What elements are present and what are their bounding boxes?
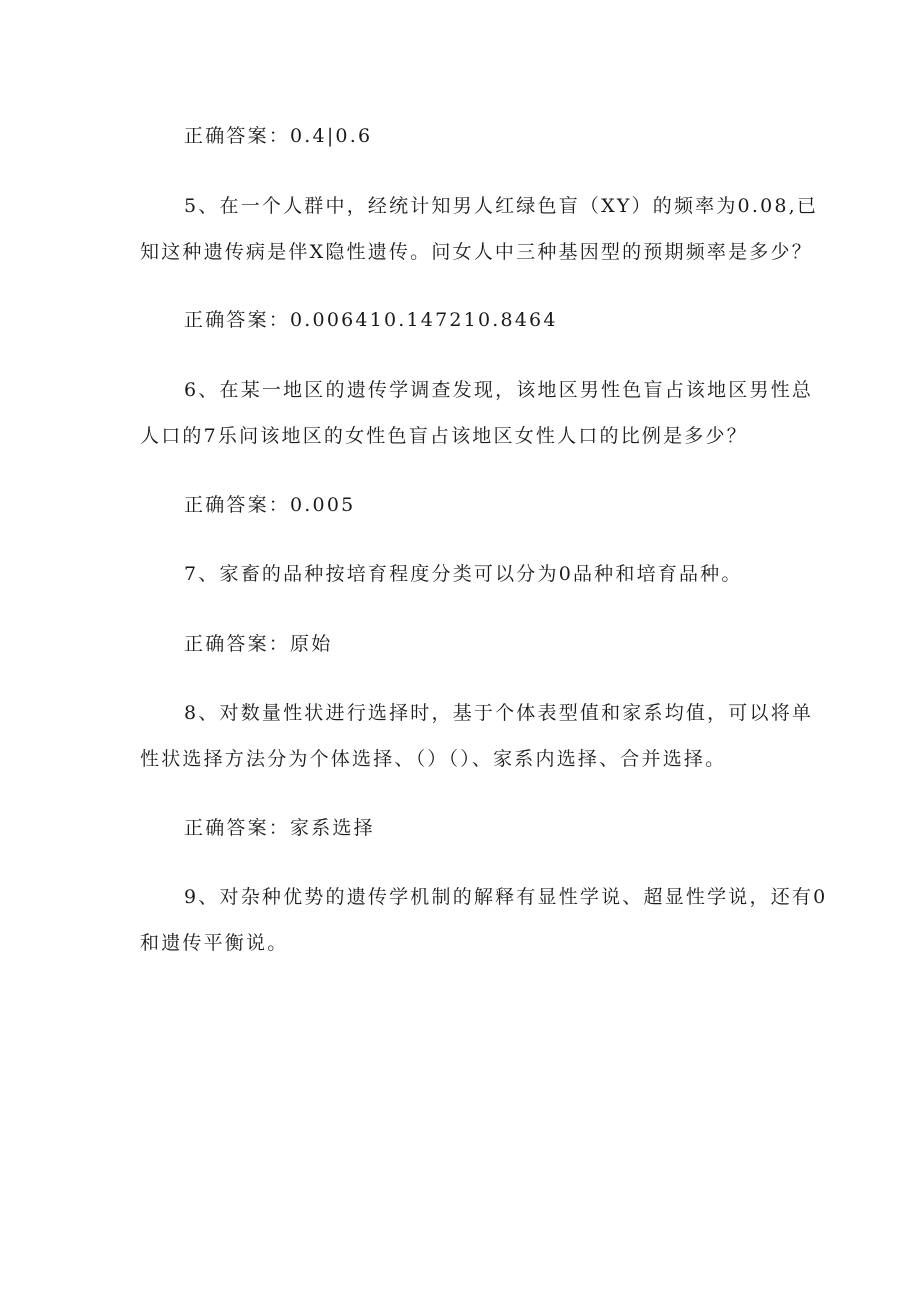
answer-6: 正确答案：0.005 xyxy=(184,494,356,516)
answer-5: 正确答案：0.006410.147210.8464 xyxy=(184,309,558,331)
question-6-line-1: 6、在某一地区的遗传学调查发现，该地区男性色盲占该地区男性总 xyxy=(184,379,814,401)
question-9-line-1: 9、对杂种优势的遗传学机制的解释有显性学说、超显性学说，还有0 xyxy=(184,886,828,908)
question-9-line-2: 和遗传平衡说。 xyxy=(140,932,289,954)
question-6-line-2: 人口的7乐问该地区的女性色盲占该地区女性人口的比例是多少？ xyxy=(140,425,748,447)
question-7-line-1: 7、家畜的品种按培育程度分类可以分为0品种和培育品种。 xyxy=(184,563,743,585)
question-5-line-1: 5、在一个人群中，经统计知男人红绿色盲（XY）的频率为0.08,已 xyxy=(184,195,819,217)
answer-4: 正确答案：0.4|0.6 xyxy=(184,125,373,147)
question-8-line-2: 性状选择方法分为个体选择、（）（）、家系内选择、合并选择。 xyxy=(140,748,727,770)
question-8-line-1: 8、对数量性状进行选择时，基于个体表型值和家系均值，可以将单 xyxy=(184,702,814,724)
answer-8: 正确答案：家系选择 xyxy=(184,817,375,839)
question-5-line-2: 知这种遗传病是伴X隐性遗传。问女人中三种基因型的预期频率是多少？ xyxy=(140,241,813,263)
answer-7: 正确答案：原始 xyxy=(184,633,333,655)
